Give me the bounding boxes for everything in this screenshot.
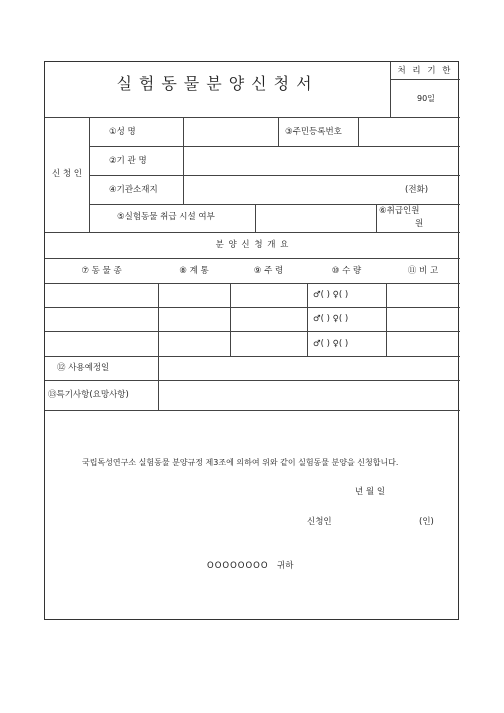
rule-row1 [89, 146, 460, 147]
vrule-name-val [278, 117, 279, 146]
vrule-bottom-label [158, 356, 159, 410]
date-line: 년 월 일 [355, 487, 386, 497]
rule-row2 [89, 175, 460, 176]
row1-quantity: ♂( ) ♀( ) [313, 290, 349, 300]
rule-applicant-bottom [45, 232, 460, 233]
header-age: ⑨ 주 령 [253, 266, 284, 276]
recipient: OOOOOOOO [207, 561, 269, 571]
facility-label: ⑤실험동물 취급 시설 여부 [117, 212, 215, 222]
row3-quantity: ♂( ) ♀( ) [313, 339, 349, 349]
seal-mark: (인) [419, 517, 434, 527]
applicant-label: 신 청 인 [51, 169, 83, 179]
overview-header: 분 양 신 청 개 요 [215, 240, 290, 250]
rule-overview [45, 258, 460, 259]
address-label: ④기관소재지 [109, 185, 158, 195]
staff-label: ⑥취급인원 [379, 206, 420, 216]
honorific: 귀하 [277, 561, 294, 571]
header-strain: ⑧ 계 통 [179, 266, 209, 276]
header-species: ⑦ 동 물 종 [81, 266, 122, 276]
form-title: 실험동물분양신청서 [116, 74, 319, 93]
vrule-col3 [307, 283, 308, 356]
special-remarks-label: ⑬특기사항(요망사항) [48, 390, 129, 400]
rule-title-bottom [45, 117, 460, 118]
deadline-value: 90일 [417, 94, 435, 103]
name-label: ①성 명 [109, 127, 136, 137]
rule-data3 [45, 356, 460, 357]
vrule-col1 [158, 283, 159, 356]
vrule-resident [358, 117, 359, 146]
signer-label: 신청인 [307, 517, 332, 527]
staff-unit: 원 [415, 219, 424, 229]
institution-label: ②기 관 명 [109, 156, 147, 166]
phone-label: (전화) [405, 185, 429, 195]
rule-headers [45, 283, 460, 284]
application-statement: 국립독성연구소 실험동물 분양규정 제3조에 의하여 위와 같이 실험동물 분양을 신청합니다. [82, 458, 399, 467]
rule-row3 [89, 204, 460, 205]
rule-data2 [45, 331, 460, 332]
application-form [44, 61, 459, 620]
use-date-label: ⑫ 사용예정일 [57, 363, 110, 373]
vrule-col2 [230, 283, 231, 356]
vrule-col4 [386, 283, 387, 356]
vrule-applicant [89, 117, 90, 232]
rule-deadline [390, 79, 460, 80]
rule-data1 [45, 307, 460, 308]
rule-usedate [45, 380, 460, 381]
resident-no-label: ③주민등록번호 [285, 127, 342, 137]
header-remarks: ⑪ 비 고 [407, 266, 439, 276]
vrule-staff [376, 204, 377, 232]
vrule-labels [183, 117, 184, 204]
rule-remarks [45, 410, 460, 411]
header-quantity: ⑩ 수 량 [331, 266, 362, 276]
deadline-label: 처 리 기 한 [397, 66, 453, 76]
row2-quantity: ♂( ) ♀( ) [313, 314, 349, 324]
vrule-facility [255, 204, 256, 232]
